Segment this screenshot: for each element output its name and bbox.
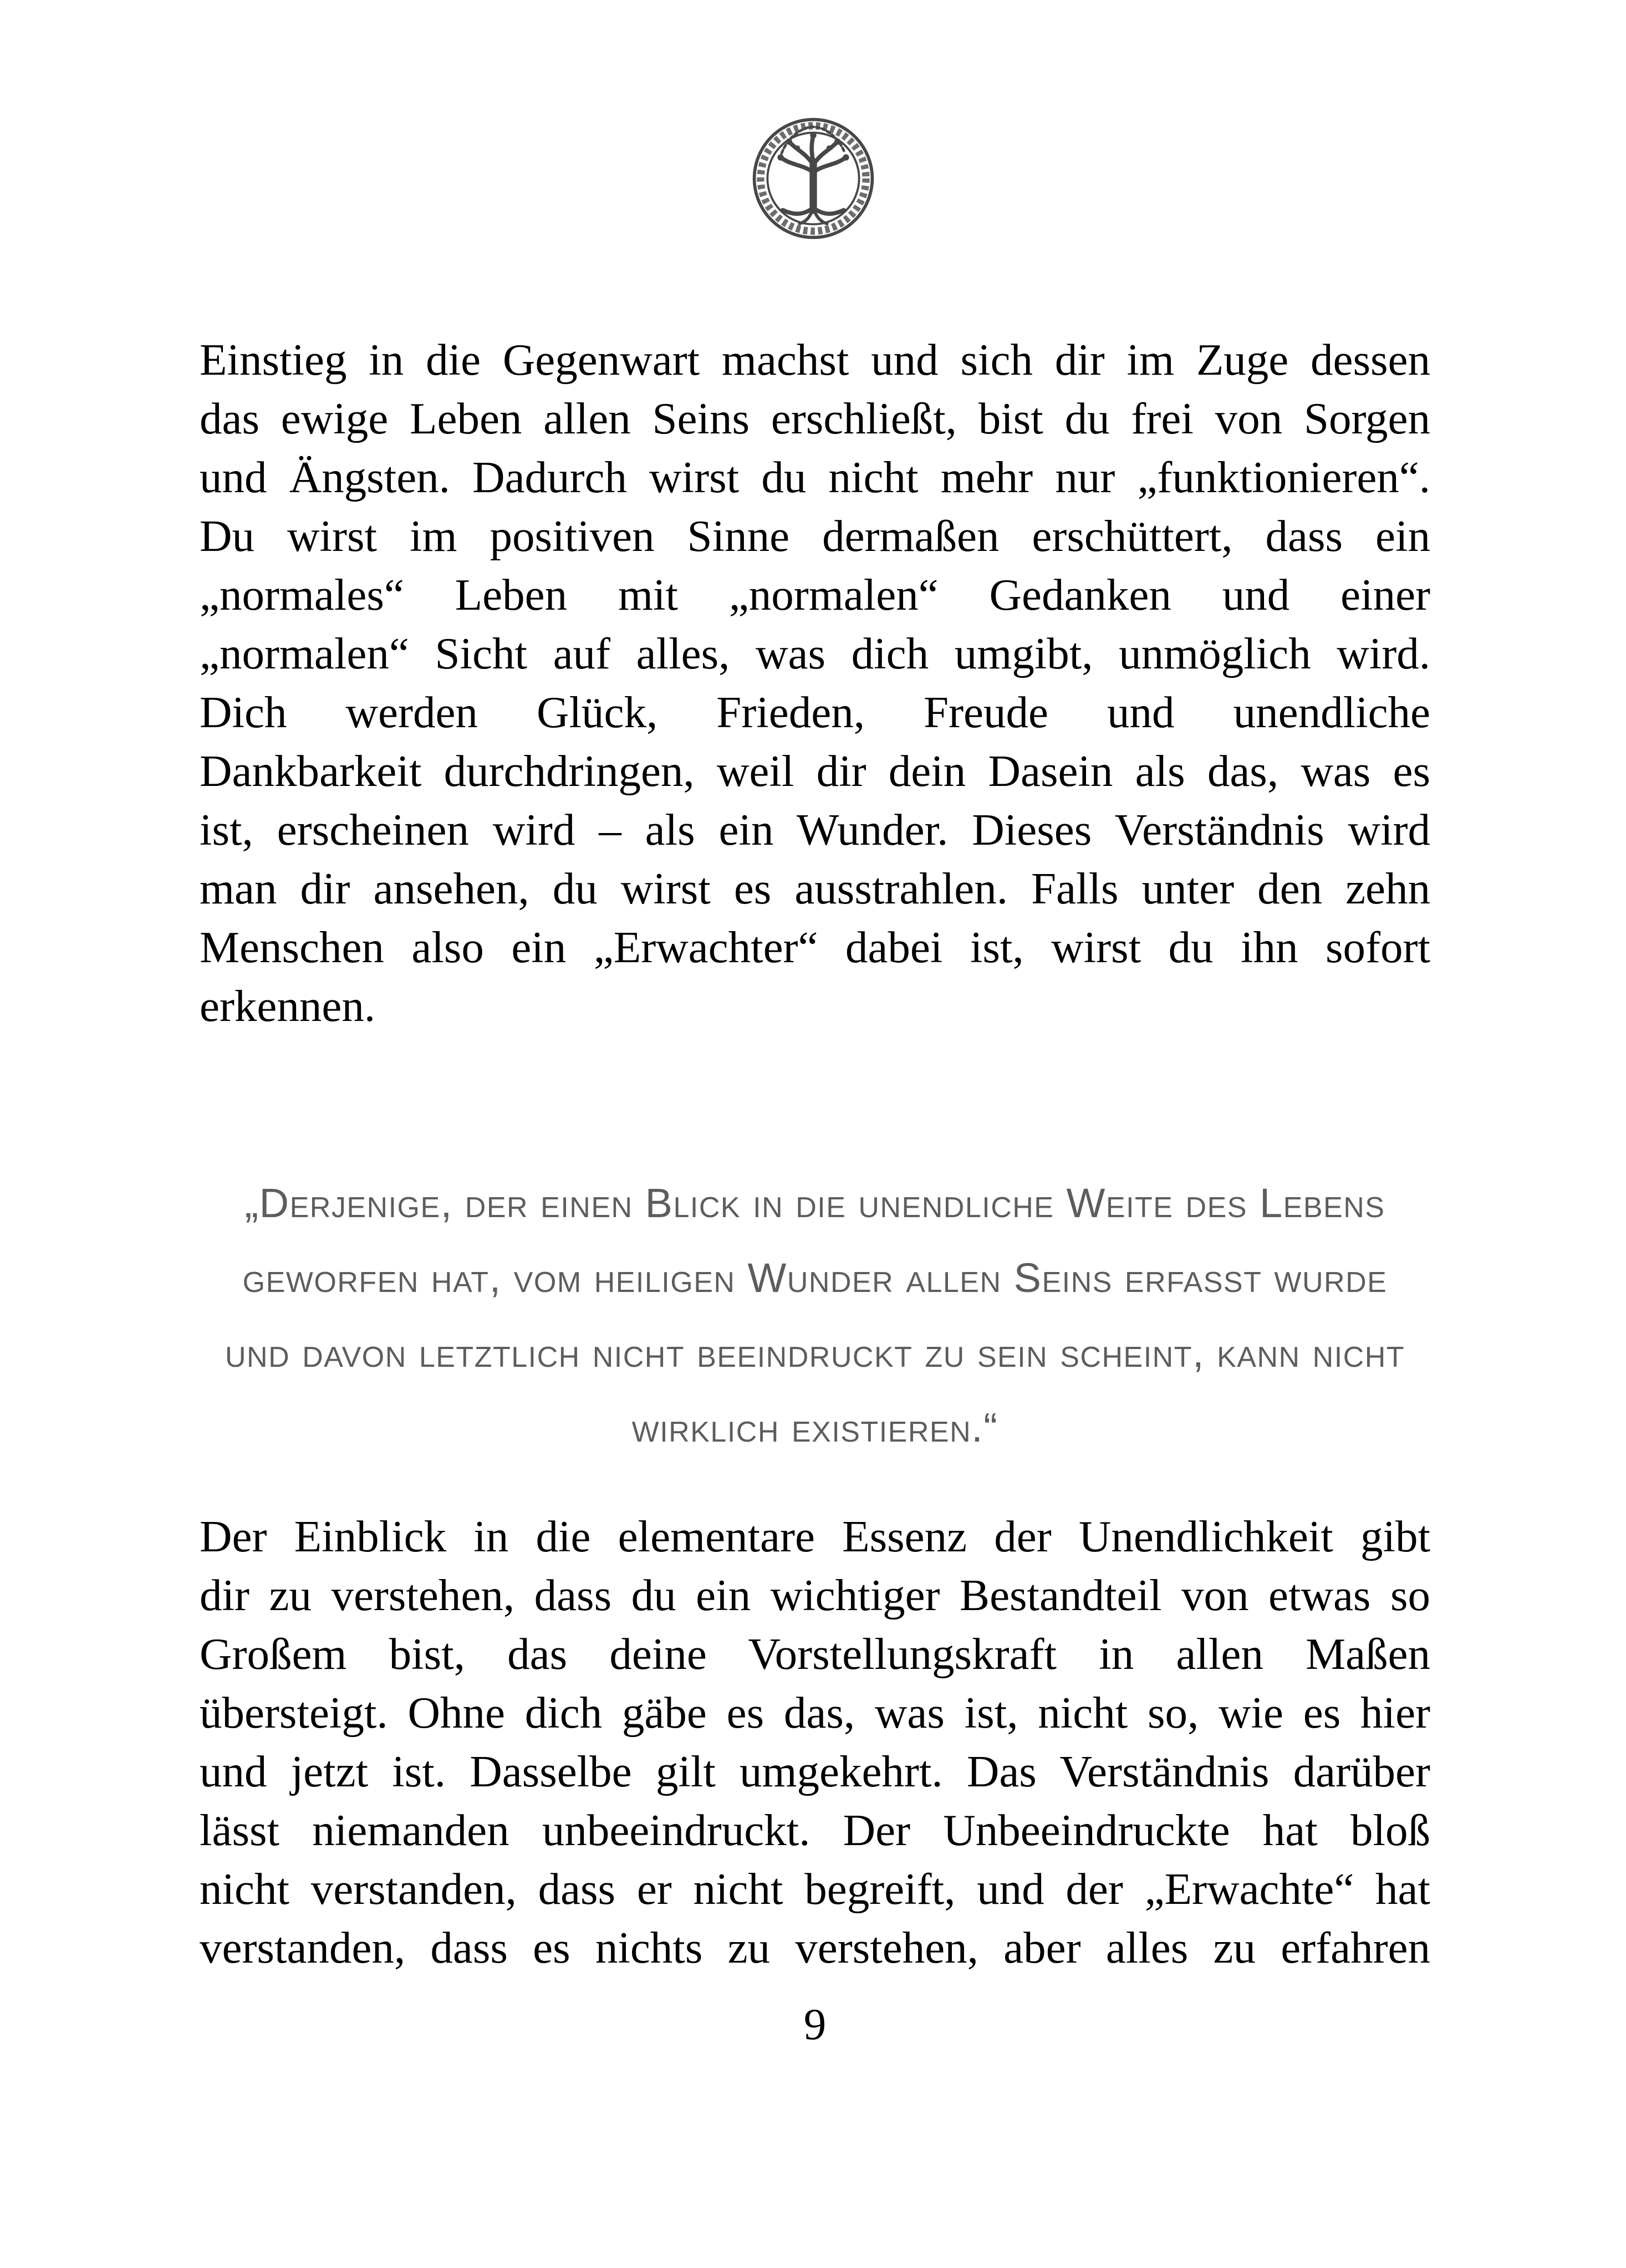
text-line: Dankbarkeit durchdringen, weil dir dein Dasein als das, was es <box>200 746 1430 796</box>
text-line: und Ängsten. Dadurch wirst du nicht mehr nur „funktionieren“. <box>200 452 1430 502</box>
text-line: dir zu verstehen, dass du ein wichtiger Bestandteil von etwas so <box>200 1570 1430 1620</box>
text-line: Der Einblick in die elementare Essenz der Unendlichkeit gibt <box>200 1511 1430 1561</box>
text-line: lässt niemanden unbeeindruckt. Der Unbeeindruckte hat bloß <box>200 1805 1430 1855</box>
text-line: Großem bist, das deine Vorstellungskraft in allen Maßen <box>200 1629 1430 1679</box>
text-line: und jetzt ist. Dasselbe gilt umgekehrt. Das Verständnis darüber <box>200 1746 1430 1796</box>
text-line: Dich werden Glück, Frieden, Freude und unendliche <box>200 687 1430 737</box>
text-line: nicht verstanden, dass er nicht begreift, und der „Erwachte“ hat <box>200 1864 1430 1914</box>
text-line: Einstieg in die Gegenwart machst und sich dir im Zuge dessen <box>200 335 1430 385</box>
text-line: ist, erscheinen wird – als ein Wunder. Dieses Verständnis wird <box>200 805 1430 855</box>
tree-of-life-icon <box>750 115 876 242</box>
quote-line: wirklich existieren.“ <box>631 1404 998 1450</box>
quote-line: geworfen hat, vom heiligen Wunder allen Seins erfasst wurde <box>242 1255 1388 1301</box>
text-line: Menschen also ein „Erwachter“ dabei ist, wirst du ihn sofort <box>200 922 1430 972</box>
publisher-emblem <box>750 115 876 242</box>
text-line: übersteigt. Ohne dich gäbe es das, was ist, nicht so, wie es hier <box>200 1688 1430 1738</box>
text-line: „normales“ Leben mit „normalen“ Gedanken und einer <box>200 570 1430 620</box>
centered-quote <box>200 1166 1430 1465</box>
text-line: verstanden, dass es nichts zu verstehen, aber alles zu erfahren <box>200 1923 1430 1973</box>
quote-line: „Derjenige, der einen Blick in die unendliche Weite des Lebens <box>244 1180 1385 1226</box>
text-line: das ewige Leben allen Seins erschließt, bist du frei von Sorgen <box>200 394 1430 443</box>
quote-line: und davon letztlich nicht beeindruckt zu sein scheint, kann nicht <box>225 1330 1405 1376</box>
text-line: „normalen“ Sicht auf alles, was dich umgibt, unmöglich wird. <box>200 629 1430 678</box>
text-line: Du wirst im positiven Sinne dermaßen erschüttert, dass ein <box>200 511 1430 561</box>
text-line: erkennen. <box>200 981 376 1031</box>
text-line: man dir ansehen, du wirst es ausstrahlen. Falls unter den zehn <box>200 864 1430 913</box>
paragraph-2 <box>200 1507 1430 1977</box>
page-number: 9 <box>803 1999 827 2049</box>
text-column <box>0 330 1626 2054</box>
paragraph-1 <box>200 330 1430 1035</box>
